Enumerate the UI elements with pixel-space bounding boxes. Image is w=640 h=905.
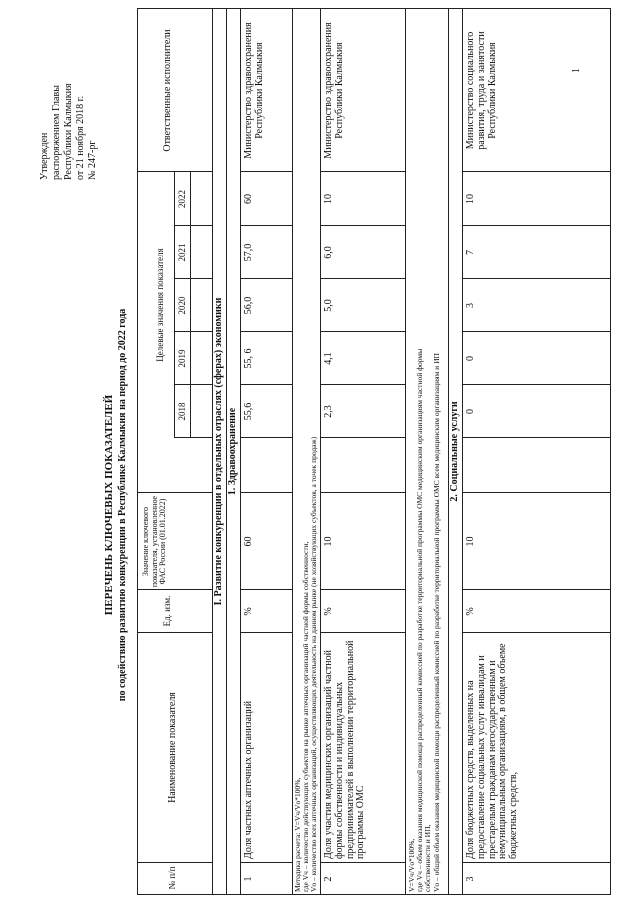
document-subtitle: по содействию развитию конкуренции в Республике Калмыкия на период до 2022 года bbox=[117, 308, 128, 702]
method-1-line-1: Методика расчета: V=Vч/Vо*100%, bbox=[293, 777, 302, 892]
page-number: 1 bbox=[571, 68, 582, 73]
row-3-name: Доля бюджетных средств, выделенных на предоставление социальных услуг инвалидам и престарелым гражданам негосударственным и немуниципальным организациям, в общем объеме бюджетных средств, bbox=[465, 643, 520, 859]
row-1-value-2022: 60 bbox=[243, 194, 254, 204]
row-1-value-2019: 55, 6 bbox=[243, 348, 254, 369]
row-1-key-value: 60 bbox=[243, 536, 254, 547]
row-1-unit: % bbox=[243, 607, 254, 616]
row-1-value-2018: 55,6 bbox=[243, 402, 254, 421]
approval-line-5: № 247-рг bbox=[87, 140, 98, 180]
row-3-value-2021: 7 bbox=[465, 250, 476, 255]
approval-line-4: от 21 ноября 2018 г. bbox=[75, 95, 86, 180]
row-1-number: 1 bbox=[243, 876, 254, 882]
header-responsible: Ответственные исполнители bbox=[162, 29, 173, 152]
row-3-responsible: Министерство социального развития, труда и занятости Республики Калмыкия bbox=[465, 31, 498, 150]
row-1-value-2021: 57,0 bbox=[243, 243, 254, 262]
header-indicator-name: Наименование показателя bbox=[167, 692, 178, 803]
header-number: № п/п bbox=[167, 866, 177, 890]
row-3-value-2019: 0 bbox=[465, 356, 476, 361]
row-2-value-2018: 2,3 bbox=[323, 405, 334, 418]
row-1-name: Доля частных аптечных организаций bbox=[243, 700, 254, 859]
row-3-value-2018: 0 bbox=[465, 409, 476, 414]
method-2-line-4: Vо – общий объем оказания медицинской помощи распределенный комиссией по разработке территориальной программы ОМС всем медицинским организациям и ИП bbox=[432, 353, 441, 892]
approval-line-3: Республики Калмыкия bbox=[63, 83, 74, 180]
header-year-2018: 2018 bbox=[177, 402, 187, 421]
subsection-healthcare: 1. Здравоохранение bbox=[227, 407, 238, 496]
row-2-number: 2 bbox=[323, 876, 334, 882]
row-2-value-2019: 4,1 bbox=[323, 352, 334, 365]
row-3-value-2020: 3 bbox=[465, 303, 476, 308]
method-1-line-2: где Vч – количество действующих субъектов на рынке аптечных организаций частной формы собственности, bbox=[301, 541, 310, 892]
row-1-value-2020: 56,0 bbox=[243, 296, 254, 315]
approval-line-2: распоряжением Главы bbox=[51, 85, 62, 180]
row-2-unit: % bbox=[323, 607, 334, 616]
header-year-2020: 2020 bbox=[177, 296, 187, 315]
subsection-social-services: 2. Социальные услуги bbox=[449, 401, 460, 502]
row-2-value-2022: 10 bbox=[323, 194, 334, 204]
row-2-value-2021: 6,0 bbox=[323, 246, 334, 259]
row-3-unit: % bbox=[465, 607, 476, 616]
method-2-line-3: собственности и ИП, bbox=[423, 824, 432, 892]
document-title: ПЕРЕЧЕНЬ КЛЮЧЕВЫХ ПОКАЗАТЕЛЕЙ bbox=[103, 394, 115, 616]
row-2-name: Доля участия медицинских организаций частной формы собственности и индивидуальных предпринимателей в выполнении территориальной программы ОМС bbox=[323, 640, 367, 859]
row-2-value-2020: 5,0 bbox=[323, 299, 334, 312]
header-year-2022: 2022 bbox=[177, 190, 187, 208]
header-year-2019: 2019 bbox=[177, 349, 187, 368]
header-key-value: Значение ключевого показателя, установленное ФАС России (01.01.2022) bbox=[141, 495, 168, 588]
header-unit: Ед. изм. bbox=[162, 595, 172, 627]
row-3-value-2022: 10 bbox=[465, 194, 476, 204]
row-1-responsible: Министерство здравоохранения Республики Калмыкия bbox=[243, 22, 265, 159]
header-year-2021: 2021 bbox=[177, 243, 187, 262]
row-3-key-value: 10 bbox=[465, 536, 476, 547]
section-title: I. Развитие конкуренции в отдельных отраслях (сферах) экономики bbox=[213, 297, 224, 606]
method-2-line-2: где Vч – объем оказания медицинской помощи распределенный комиссией по разработке территориальной программы ОМС медицинским организациям частной формы bbox=[415, 348, 424, 892]
row-2-responsible: Министерство здравоохранения Республики Калмыкия bbox=[323, 22, 345, 159]
row-2-key-value: 10 bbox=[323, 536, 334, 547]
approval-line-1: Утвержден bbox=[39, 132, 50, 180]
header-target-values: Целевые значения показателя bbox=[155, 248, 165, 362]
row-3-number: 3 bbox=[465, 876, 476, 882]
method-1-line-3: Vо – количество всех аптечных организаций, осуществляющих деятельность на данном рынке (не хозяйствующих субъектов, а точек продаж) bbox=[309, 436, 318, 892]
method-2-line-1: V=Vч/Vо*100%, bbox=[407, 838, 416, 892]
